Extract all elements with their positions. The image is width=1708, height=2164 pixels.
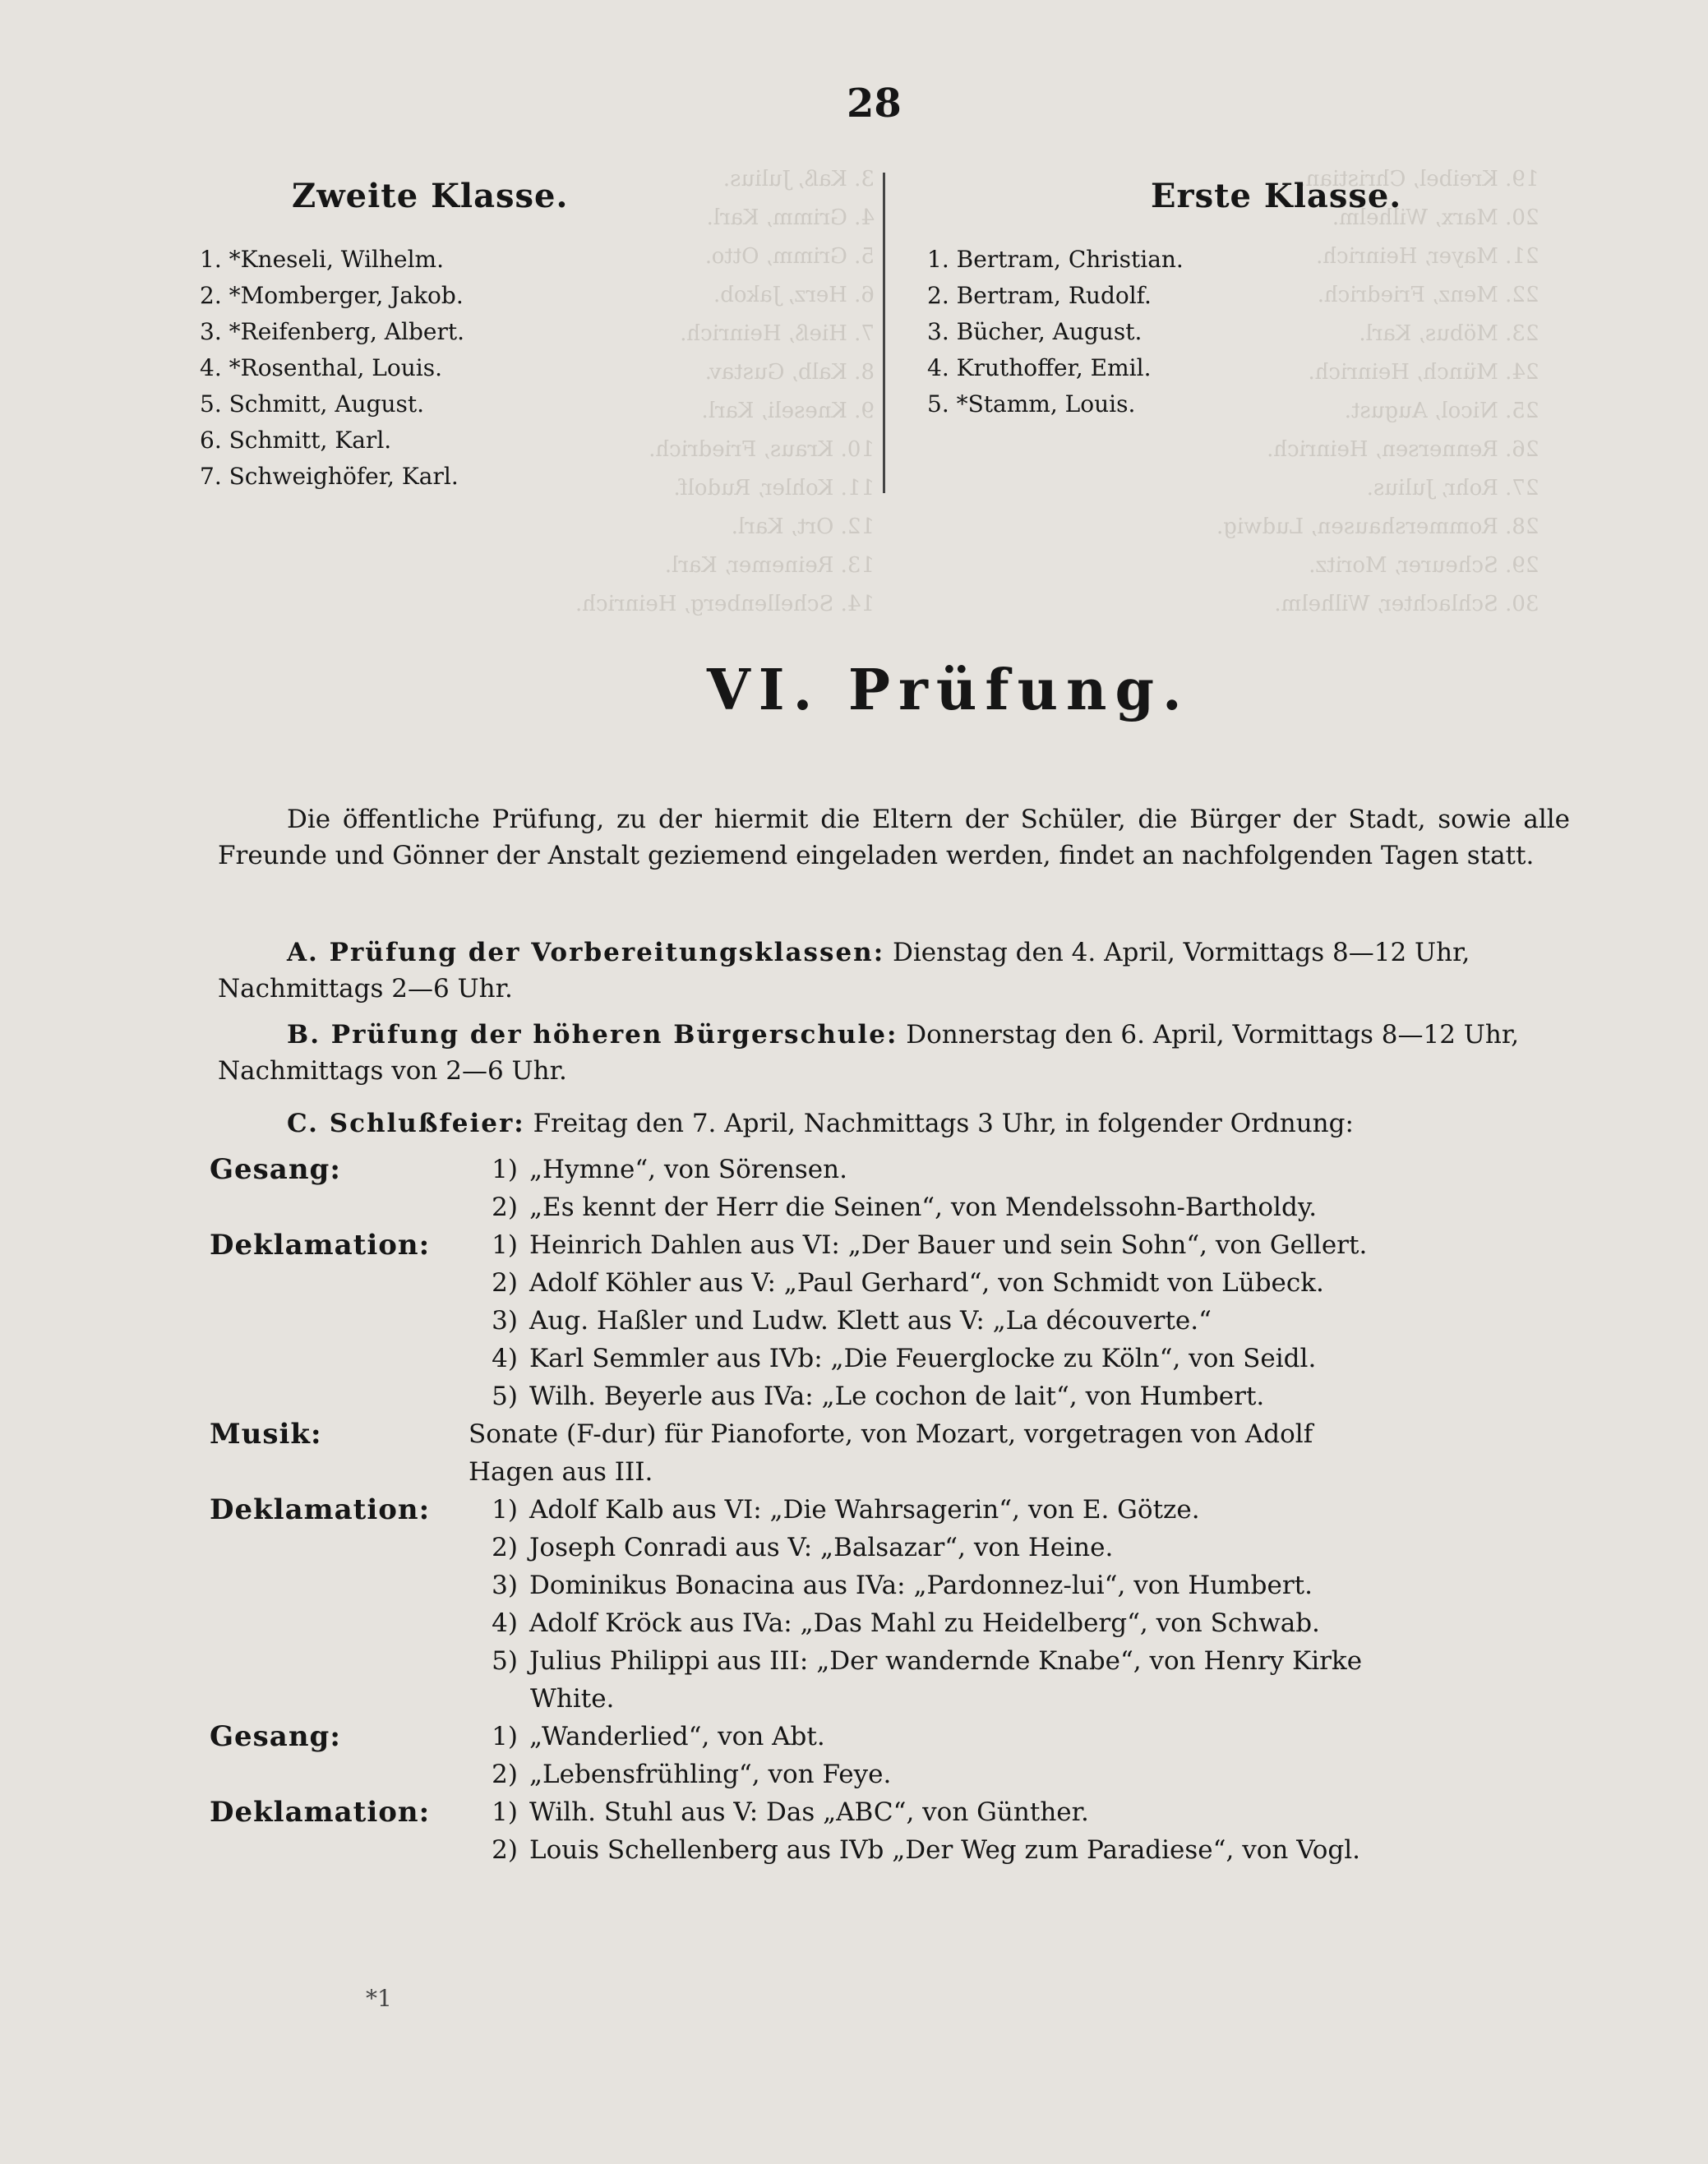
list-item: 3. *Reifenberg, Albert. (200, 318, 464, 345)
program-item-continued: White. (530, 1684, 615, 1714)
program-item: „Lebensfrühling“, von Feye. (529, 1760, 892, 1789)
item-number: 5) (492, 1382, 518, 1411)
program-row (210, 1793, 1582, 1831)
program-item: Louis Schellenberg aus IVb „Der Weg zum Paradiese“, von Vogl. (529, 1835, 1361, 1865)
list-item: 5. Schmitt, August. (200, 390, 425, 418)
program-item: Wilh. Stuhl aus V: Das „ABC“, von Günther. (529, 1797, 1089, 1827)
item-number: 3) (492, 1306, 518, 1336)
program-item: Karl Semmler aus IVb: „Die Feuerglocke zu Köln“, von Seidl. (529, 1344, 1317, 1373)
signature-mark: *1 (366, 1985, 392, 2012)
program-item-continued: Hagen aus III. (469, 1457, 653, 1487)
program-list (210, 1151, 1582, 1869)
category-label: Deklamation: (210, 1493, 431, 1526)
program-item: Adolf Köhler aus V: „Paul Gerhard“, von Schmidt von Lübeck. (529, 1268, 1324, 1298)
exam-b-text: Donnerstag den 6. April, Vormittags 8—12 Uhr, Nachmittags von 2—6 Uhr. (218, 1020, 1520, 1086)
category-label: Deklamation: (210, 1796, 431, 1829)
item-number: 2) (492, 1533, 518, 1562)
item-number: 1) (492, 1155, 518, 1184)
program-row (210, 1188, 1582, 1226)
category-label: Musik: (210, 1418, 322, 1451)
program-item: Julius Philippi aus III: „Der wandernde Knabe“, von Henry Kirke (529, 1646, 1363, 1676)
program-row (210, 1566, 1582, 1604)
exam-a-label: A. Prüfung der Vorbereitungsklassen: (287, 938, 885, 967)
item-number: 4) (492, 1608, 518, 1638)
program-row (210, 1340, 1582, 1377)
list-item: 6. Schmitt, Karl. (200, 427, 392, 454)
program-row (210, 1151, 1582, 1188)
exam-a (218, 934, 1570, 1007)
bleed-through-left: 3. Kaß, Julius. 4. Grimm, Karl. 5. Grimm, Otto. 6. Herz, Jakob. 7. Hieß, Heinrich. 8. Kalb, Gustav. 9. Kneseli, Karl. 10. Kraus, Friedrich. 11. Kohler, Rudolf. 12. Ort, Karl. 13. Reinemer, Karl. 14. Schellenberg, Heinrich. (575, 167, 875, 616)
item-number: 2) (492, 1193, 518, 1222)
category-label: Gesang: (210, 1720, 341, 1753)
category-label: Gesang: (210, 1153, 341, 1186)
program-row (210, 1302, 1582, 1340)
list-item: 4. *Rosenthal, Louis. (200, 354, 442, 381)
program-row (210, 1718, 1582, 1756)
item-number: 1) (492, 1230, 518, 1260)
item-number: 1) (492, 1797, 518, 1827)
list-item: 5. *Stamm, Louis. (927, 390, 1136, 418)
program-row (210, 1642, 1582, 1680)
exam-c (218, 1105, 1570, 1142)
exam-a-text: Dienstag den 4. April, Vormittags 8—12 Uhr, Nachmittags 2—6 Uhr. (218, 938, 1470, 1004)
exam-b (218, 1017, 1570, 1089)
exam-c-text: Freitag den 7. April, Nachmittags 3 Uhr, in folgender Ordnung: (533, 1109, 1354, 1138)
item-number: 1) (492, 1722, 518, 1751)
program-row (210, 1491, 1582, 1529)
section-title: VI. Prüfung. (707, 658, 1190, 723)
program-item: Adolf Kalb aus VI: „Die Wahrsagerin“, von E. Götze. (529, 1495, 1200, 1525)
intro-text: Die öffentliche Prüfung, zu der hiermit die Eltern der Schüler, die Bürger der Stadt, sowie alle Freunde und Gönner der Anstalt geziemend eingeladen werden, findet an nachfolgenden Tagen statt. (218, 805, 1570, 870)
program-row (210, 1226, 1582, 1264)
list-item: 1. *Kneseli, Wilhelm. (200, 246, 444, 273)
list-item: 1. Bertram, Christian. (927, 246, 1184, 273)
program-item: „Es kennt der Herr die Seinen“, von Mendelssohn-Bartholdy. (529, 1193, 1318, 1222)
item-number: 2) (492, 1268, 518, 1298)
program-item: Sonate (F-dur) für Pianoforte, von Mozart, vorgetragen von Adolf (469, 1419, 1313, 1449)
program-item: Adolf Kröck aus IVa: „Das Mahl zu Heidelberg“, von Schwab. (529, 1608, 1320, 1638)
program-item: Heinrich Dahlen aus VI: „Der Bauer und sein Sohn“, von Gellert. (529, 1230, 1368, 1260)
program-row (210, 1377, 1582, 1415)
list-item: 4. Kruthoffer, Emil. (927, 354, 1152, 381)
program-item: Aug. Haßler und Ludw. Klett aus V: „La découverte.“ (529, 1306, 1212, 1336)
program-row (210, 1529, 1582, 1566)
list-item: 2. *Momberger, Jakob. (200, 282, 464, 309)
erste-klasse-list (927, 242, 1184, 422)
intro-paragraph (218, 801, 1570, 874)
exam-b-label: B. Prüfung der höheren Bürgerschule: (287, 1020, 898, 1050)
erste-klasse-heading: Erste Klasse. (1151, 177, 1402, 215)
exam-c-label: C. Schlußfeier: (287, 1109, 525, 1138)
list-item: 2. Bertram, Rudolf. (927, 282, 1152, 309)
program-item: Dominikus Bonacina aus IVa: „Pardonnez-lui“, von Humbert. (529, 1571, 1313, 1600)
program-row (210, 1831, 1582, 1869)
program-item: „Wanderlied“, von Abt. (529, 1722, 825, 1751)
item-number: 4) (492, 1344, 518, 1373)
item-number: 5) (492, 1646, 518, 1676)
program-row (210, 1756, 1582, 1793)
item-number: 2) (492, 1760, 518, 1789)
list-item: 7. Schweighöfer, Karl. (200, 463, 459, 490)
category-label: Deklamation: (210, 1229, 431, 1262)
program-item: „Hymne“, von Sörensen. (529, 1155, 847, 1184)
column-divider (883, 173, 885, 493)
item-number: 1) (492, 1495, 518, 1525)
bleed-through-right: 19. Kreibel, Christian. 20. Marx, Wilhelm. 21. Mayer, Heinrich. 22. Menz, Friedrich. 23. Möbus, Karl. 24. Münch, Heinrich. 25. Nicol, August. 26. Rennersen, Heinrich. 27. Rohr, Julius. 28. Rommershausen, Ludwig. 29. Scheurer, Moritz. 30. Schlachter, Wilhelm. (1216, 167, 1540, 616)
program-row (210, 1264, 1582, 1302)
item-number: 2) (492, 1835, 518, 1865)
list-item: 3. Bücher, August. (927, 318, 1143, 345)
program-item: Wilh. Beyerle aus IVa: „Le cochon de lait“, von Humbert. (529, 1382, 1265, 1411)
zweite-klasse-list (200, 242, 464, 495)
program-row (210, 1415, 1582, 1453)
program-item: Joseph Conradi aus V: „Balsazar“, von Heine. (529, 1533, 1114, 1562)
page-number: 28 (847, 81, 902, 127)
item-number: 3) (492, 1571, 518, 1600)
program-row (210, 1604, 1582, 1642)
zweite-klasse-heading: Zweite Klasse. (292, 177, 569, 215)
